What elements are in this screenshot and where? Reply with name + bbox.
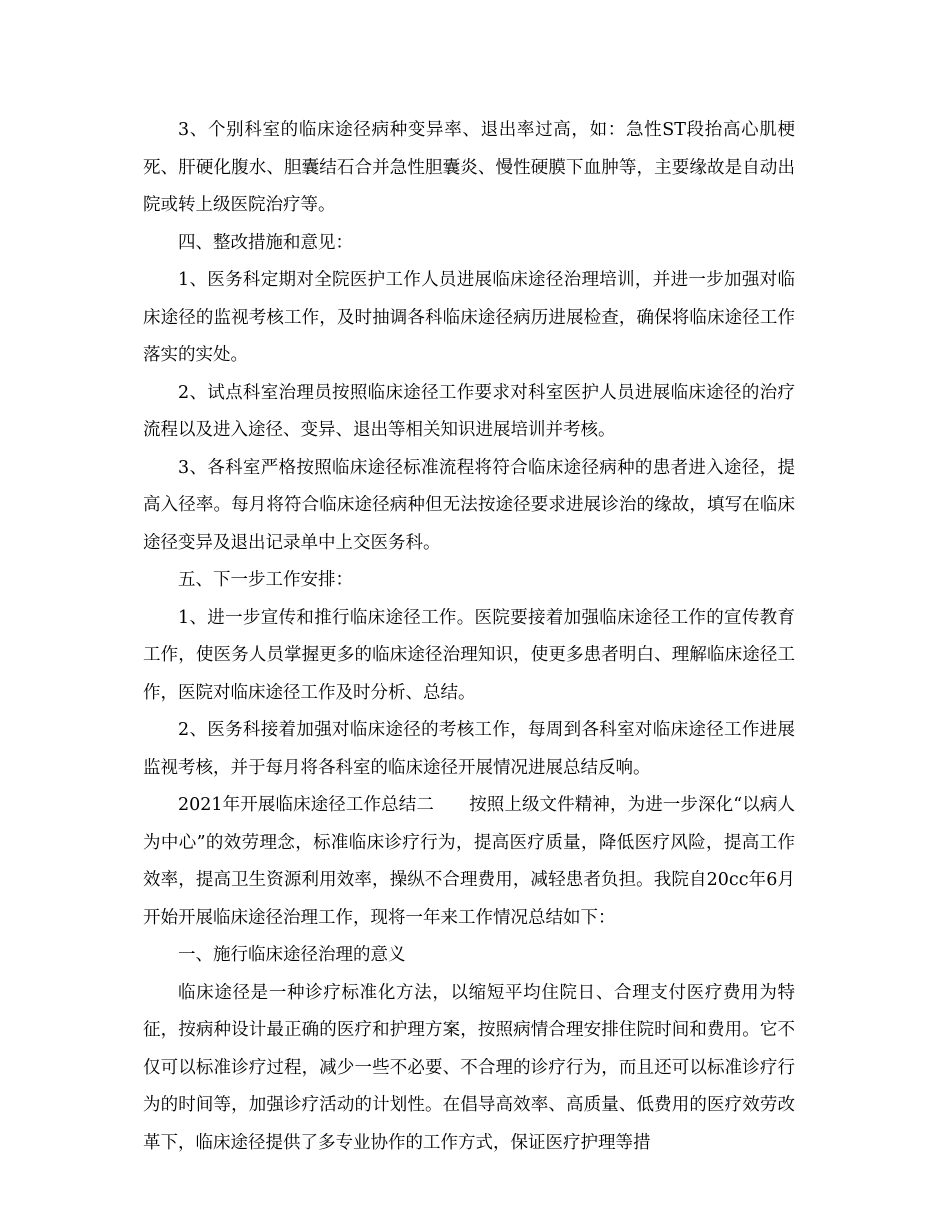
- paragraph-summary-two-intro: 2021年开展临床途径工作总结二 按照上级文件精神，为进一步深化“以病人为中心”的效劳理念，标准临床诊疗行为，提高医疗质量，降低医疗风险，提高工作效率，提高卫生资源利用效率，操纵不合理费用，减轻患者负担。我院自20cc年6月开始开展临床途径治理工作，现将一年来工作情况总结如下：: [143, 795, 795, 928]
- paragraph-issue-3: 3、个别科室的临床途径病种变异率、退出率过高，如：急性ST段抬高心肌梗死、肝硬化腹水、胆囊结石合并急性胆囊炎、慢性硬膜下血肿等，主要缘故是自动出院或转上级医院治疗等。: [143, 120, 795, 215]
- paragraph-measure-3: 3、各科室严格按照临床途径标准流程将符合临床途径病种的患者进入途径，提高入径率。每月将符合临床途径病种但无法按途径要求进展诊治的缘故，填写在临床途径变异及退出记录单中上交医务科。: [143, 457, 795, 553]
- paragraph-measure-1: 1、医务科定期对全院医护工作人员进展临床途径治理培训，并进一步加强对临床途径的监视考核工作，及时抽调各科临床途径病历进展检查，确保将临床途径工作落实的实处。: [143, 270, 795, 365]
- paragraph-next-step-2: 2、医务科接着加强对临床途径的考核工作，每周到各科室对临床途径工作进展监视考核，并于每月将各科室的临床途径开展情况进展总结反响。: [143, 720, 795, 778]
- heading-significance: 一、施行临床途径治理的意义: [178, 945, 406, 965]
- paragraph-next-step-1: 1、进一步宣传和推行临床途径工作。医院要接着加强临床途径工作的宣传教育工作，使医务人员掌握更多的临床途径治理知识，使更多患者明白、理解临床途径工作，医院对临床途径工作及时分析、总结。: [143, 607, 795, 703]
- document-body: [143, 112, 795, 1162]
- paragraph-clinical-pathway-definition: 临床途径是一种诊疗标准化方法，以缩短平均住院日、合理支付医疗费用为特征，按病种设计最正确的医疗和护理方案，按照病情合理安排住院时间和费用。它不仅可以标准诊疗过程，减少一些不必要、不合理的诊疗行为，而且还可以标准诊疗行为的时间等，加强诊疗活动的计划性。在倡导高效率、高质量、低费用的医疗效劳改革下，临床途径提供了多专业协作的工作方式，保证医疗护理等措: [143, 982, 795, 1153]
- heading-rectification-measures: 四、整改措施和意见：: [178, 232, 353, 253]
- paragraph-measure-2: 2、试点科室治理员按照临床途径工作要求对科室医护人员进展临床途径的治疗流程以及进入途径、变异、退出等相关知识进展培训并考核。: [143, 382, 795, 440]
- heading-next-steps: 五、下一步工作安排：: [178, 570, 353, 590]
